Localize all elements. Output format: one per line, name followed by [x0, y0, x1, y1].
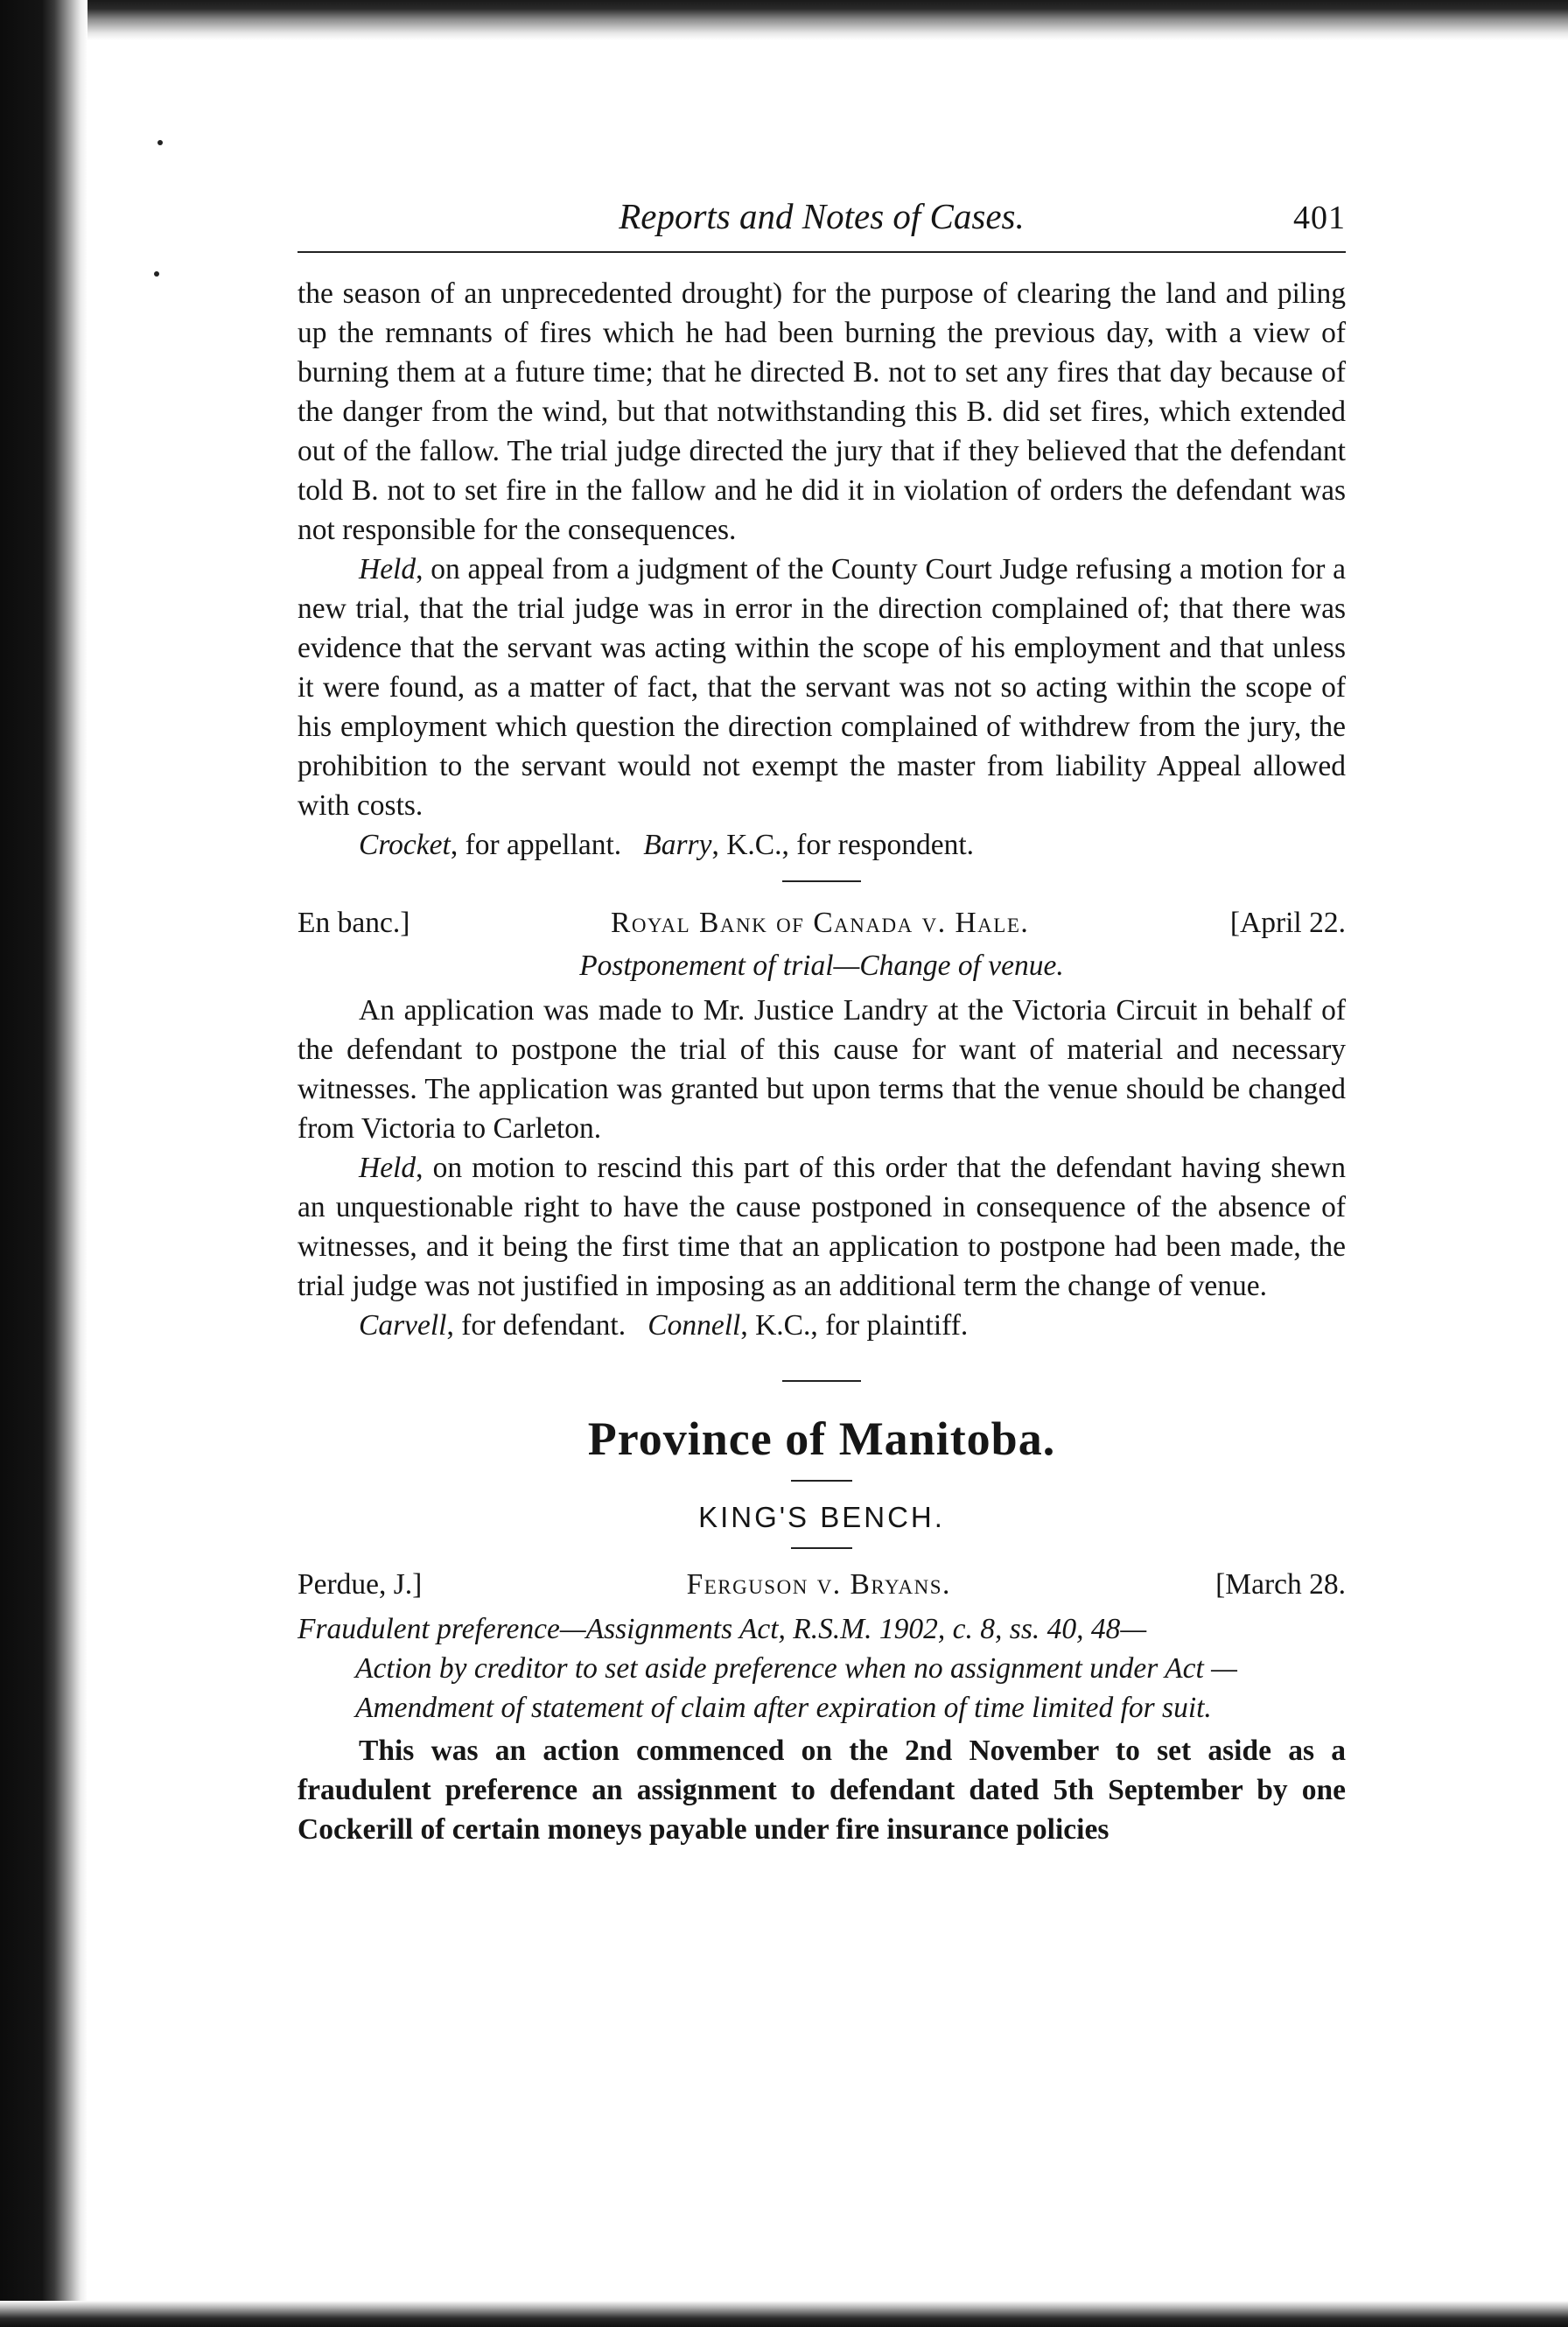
- header-rule: [298, 251, 1346, 253]
- running-title: Reports and Notes of Cases.: [619, 196, 1025, 236]
- headnote-continuation: Action by creditor to set aside preference when no assignment under Act —Amendment of statement of claim after expiration of time limited for suit.: [355, 1652, 1237, 1724]
- case2-counsel: [298, 1306, 1346, 1345]
- case-date: [March 28.: [1215, 1568, 1346, 1601]
- case2-held-paragraph: [298, 1148, 1346, 1306]
- running-head: [298, 188, 1346, 251]
- page-number: 401: [1293, 200, 1346, 236]
- case-headnote: [298, 1609, 1346, 1728]
- scan-bottom-edge: [0, 2301, 1568, 2327]
- case2-heading: [298, 903, 1346, 943]
- court-heading: KING'S BENCH.: [698, 1501, 945, 1533]
- case2-paragraph: An application was made to Mr. Justice Landry at the Victoria Circuit in behalf of the defendant to postpone the trial of this cause for want of material and necessary witnesses. The application was granted but upon terms that the venue should be changed from Victoria to Carleton.: [298, 994, 1346, 1145]
- case3-heading: [298, 1565, 1346, 1604]
- case1-counsel: [298, 825, 1346, 865]
- case1-paragraph: the season of an unprecedented drought) for the purpose of clearing the land and piling up the remnants of fires which he had been burning the previous day, with a view of burning them at a future time; that he directed B. not to set any fires that day because of the danger from the wind, but that notwithstanding this B. did set fires, which extended out of the fallow. The trial judge directed the jury that if they believed that the defendant told B. not to set fire in the fallow and he did it in violation of orders the defendant was not responsible for the consequences.: [298, 277, 1346, 546]
- held-text: , on appeal from a judgment of the County Court Judge refusing a motion for a new trial, that the trial judge was in error in the direction complained of; that there was evidence that the servant was acting within the scope of his employment and that unless it were found, as a matter of fact, that the servant was not so acting within the scope of his employment which question the direction complained of withdrew from the jury, the prohibition to the servant would not exempt the master from liability Appeal allowed with costs.: [298, 553, 1346, 822]
- case-parties: Royal Bank of Canada v. Hale.: [610, 907, 1030, 939]
- case3-paragraph: This was an action commenced on the 2nd November to set aside as a fraudulent preference an assignment to defendant dated 5th September by one Cockerill of certain moneys payable under fire insurance policies: [298, 1735, 1346, 1846]
- heading-rule: [791, 1547, 852, 1549]
- counsel-role: , K.C., for plaintiff.: [740, 1309, 969, 1342]
- case-date: [April 22.: [1229, 907, 1346, 939]
- scan-binding-edge: [0, 0, 88, 2327]
- case-parties: Ferguson v. Bryans.: [686, 1568, 951, 1601]
- scan-speck: [158, 140, 163, 145]
- counsel-role: , for defendant.: [446, 1309, 626, 1342]
- held-text: , on motion to rescind this part of this order that the defendant having shewn an unquestionable right to have the cause postponed in consequence of the absence of witnesses, and it being the first time that an application to postpone had been made, the trial judge was not justified in imposing as an additional term the change of venue.: [298, 1152, 1346, 1302]
- counsel-name: Connell: [648, 1309, 741, 1342]
- headnote-first-line: Fraudulent preference—Assignments Act, R.S.M. 1902, c. 8, ss. 40, 48—: [298, 1613, 1147, 1645]
- section-divider: [782, 1380, 861, 1382]
- book-page: [298, 188, 1346, 1849]
- case-court: En banc.]: [298, 907, 410, 939]
- counsel-name: Barry: [643, 829, 712, 861]
- heading-rule: [791, 1480, 852, 1482]
- counsel-role: , K.C., for respondent.: [711, 829, 975, 861]
- province-heading: Province of Manitoba.: [587, 1412, 1056, 1465]
- scan-top-edge: [0, 0, 1568, 40]
- case-subject: Postponement of trial—Change of venue.: [579, 950, 1064, 982]
- case-judge: Perdue, J.]: [298, 1568, 423, 1601]
- case-divider: [782, 880, 861, 882]
- counsel-name: Carvell: [359, 1309, 447, 1342]
- counsel-name: Crocket: [359, 829, 451, 861]
- case1-held-paragraph: [298, 550, 1346, 825]
- held-label: Held: [359, 1152, 416, 1184]
- scan-speck: [154, 271, 159, 277]
- held-label: Held: [359, 553, 416, 585]
- counsel-role: , for appellant.: [450, 829, 622, 861]
